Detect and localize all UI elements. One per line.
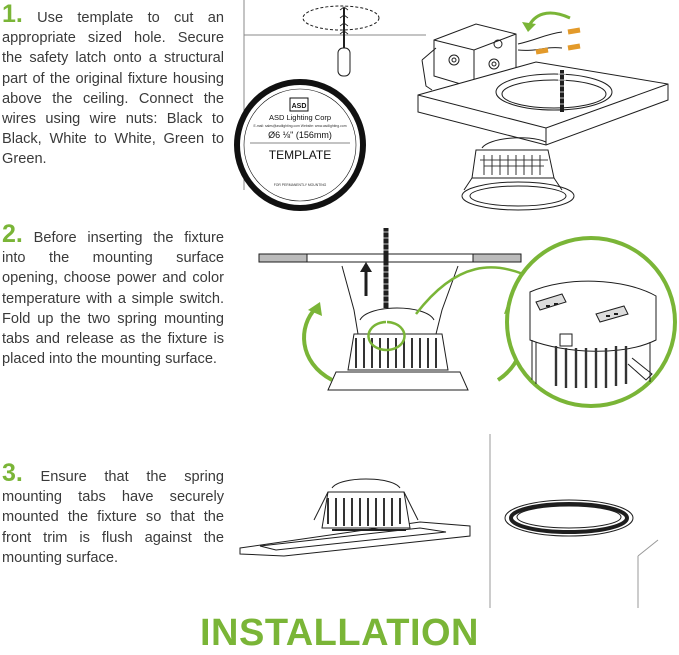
step-1 xyxy=(2,0,224,170)
step-1-number: 1. xyxy=(2,0,23,28)
switch-callout xyxy=(507,238,675,406)
step-3-number: 3. xyxy=(2,459,23,487)
step-2-number: 2. xyxy=(2,220,23,248)
step-3-text: Ensure that the spring mounting tabs have securely mounted the fixture so that the front trim is flush against the mounting surface. xyxy=(2,469,225,566)
step-1-illustration xyxy=(236,0,679,220)
template-contact: E-mail: sales@asdlighting.com Website: www.asdlighting.com xyxy=(253,124,347,128)
template-logo: ASD xyxy=(291,103,307,110)
step-2-illustration xyxy=(236,222,679,432)
template-disc xyxy=(237,82,363,208)
template-company: ASD Lighting Corp xyxy=(268,113,332,122)
step-1-text: Use template to cut an appropriate sized hole. Secure the safety latch onto a structural part of the original fixture housing above the ceiling. Connect the wires using wire nuts: Black to Black, White to White, Green to Green. xyxy=(2,10,224,168)
template-size: Ø6 ⅛" (156mm) xyxy=(268,130,332,140)
step-2-text: Before inserting the fixture into the mounting surface opening, choose power and color temperature with a simple switch. Fold up the two spring mounting tabs and release as the fixture is placed into the mounting surface. xyxy=(2,230,224,368)
step-3-illustration xyxy=(236,432,679,612)
page-title: INSTALLATION xyxy=(200,612,479,654)
step-3 xyxy=(2,459,225,568)
template-footer: FOR PERMANENTLY MOUNTING xyxy=(273,183,327,187)
template-label: TEMPLATE xyxy=(268,148,332,162)
step-2 xyxy=(2,220,224,369)
